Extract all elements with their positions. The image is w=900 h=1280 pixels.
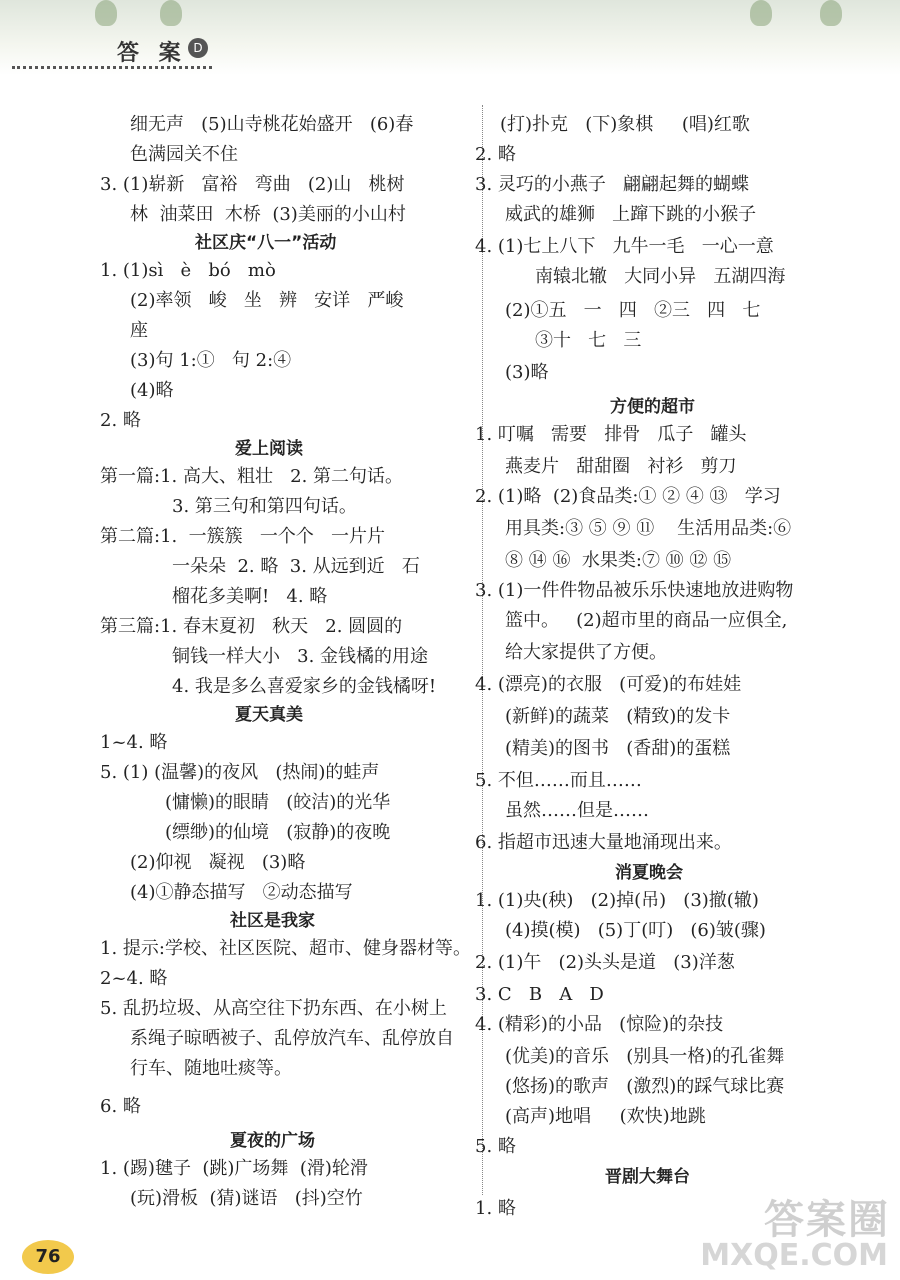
- section-heading: 夏夜的广场: [230, 1131, 315, 1151]
- answer-line: 1~4. 略: [100, 732, 168, 753]
- answer-line: 用具类:③ ⑤ ⑨ ⑪ 生活用品类:⑥: [505, 518, 792, 539]
- answer-line: (玩)滑板 (猜)谜语 (抖)空竹: [130, 1188, 363, 1209]
- answer-line: 1. 叮嘱 需要 排骨 瓜子 罐头: [475, 424, 747, 445]
- watermark-url: MXQE.COM: [700, 1238, 888, 1273]
- answer-line: (优美)的音乐 (别具一格)的孔雀舞: [505, 1046, 785, 1067]
- section-heading: 消夏晚会: [615, 863, 683, 883]
- answer-line: (2)仰视 凝视 (3)略: [130, 852, 306, 873]
- answer-line: 6. 指超市迅速大量地涌现出来。: [475, 832, 732, 853]
- page-header: [0, 0, 900, 75]
- section-heading: 社区是我家: [230, 911, 315, 931]
- answer-line: 给大家提供了方便。: [505, 642, 667, 663]
- section-heading: 晋剧大舞台: [605, 1167, 690, 1187]
- answer-line: 4. (漂亮)的衣服 (可爱)的布娃娃: [475, 674, 742, 695]
- answer-line: 林 油菜田 木桥 (3)美丽的小山村: [130, 204, 406, 225]
- answer-line: (精美)的图书 (香甜)的蛋糕: [505, 738, 731, 759]
- page-number: 76: [22, 1240, 74, 1274]
- answer-line: ⑧ ⑭ ⑯ 水果类:⑦ ⑩ ⑫ ⑮: [505, 550, 732, 571]
- answer-line: 2. (1)略 (2)食品类:① ② ④ ⑬ 学习: [475, 486, 781, 507]
- section-heading: 社区庆“八一”活动: [195, 233, 337, 253]
- answer-line: 行车、随地吐痰等。: [130, 1058, 292, 1079]
- answer-line: 南辕北辙 大同小异 五湖四海: [535, 266, 786, 287]
- answer-line: 3. 第三句和第四句话。: [172, 496, 357, 517]
- answer-line: (4)①静态描写 ②动态描写: [130, 882, 353, 903]
- dotted-rule: [12, 66, 212, 69]
- answer-line: 5. 不但……而且……: [475, 770, 642, 791]
- answer-line: 5. 略: [475, 1136, 516, 1157]
- answer-line: 4. (精彩)的小品 (惊险)的杂技: [475, 1014, 724, 1035]
- answer-line: 4. 我是多么喜爱家乡的金钱橘呀!: [172, 676, 437, 697]
- answer-line: 虽然……但是……: [505, 800, 649, 821]
- answer-line: (慵懒)的眼睛 (皎洁)的光华: [165, 792, 391, 813]
- answer-line: (4)摸(模) (5)丁(叮) (6)皱(骤): [505, 920, 766, 941]
- answer-line: (2)①五 一 四 ②三 四 七: [505, 300, 761, 321]
- answer-line: 篮中。 (2)超市里的商品一应俱全,: [505, 610, 788, 631]
- answer-line: (打)扑克 (下)象棋 (唱)红歌: [500, 114, 750, 135]
- answer-line: 5. 乱扔垃圾、从高空往下扔东西、在小树上: [100, 998, 447, 1019]
- answer-line: 1. (踢)毽子 (跳)广场舞 (滑)轮滑: [100, 1158, 368, 1179]
- answer-line: 系绳子晾晒被子、乱停放汽车、乱停放自: [130, 1028, 454, 1049]
- answer-line: (2)率领 峻 坐 辨 安详 严峻: [130, 290, 404, 311]
- answer-line: 一朵朵 2. 略 3. 从远到近 石: [172, 556, 420, 577]
- tree-decoration-icon: [820, 0, 842, 26]
- answer-line: 第三篇:1. 春末夏初 秋天 2. 圆圆的: [100, 616, 403, 637]
- answer-line: 3. 灵巧的小燕子 翩翩起舞的蝴蝶: [475, 174, 750, 195]
- answer-line: 6. 略: [100, 1096, 141, 1117]
- tree-decoration-icon: [750, 0, 772, 26]
- answer-line: 细无声 (5)山寺桃花始盛开 (6)春: [130, 114, 414, 135]
- answer-line: 铜钱一样大小 3. 金钱橘的用途: [172, 646, 429, 667]
- answer-line: (3)略: [505, 362, 549, 383]
- answer-line: 3. C B A D: [475, 984, 604, 1005]
- answer-line: 3. (1)一件件物品被乐乐快速地放进购物: [475, 580, 794, 601]
- answer-line: (缥缈)的仙境 (寂静)的夜晚: [165, 822, 391, 843]
- answer-line: 2. (1)午 (2)头头是道 (3)洋葱: [475, 952, 735, 973]
- answer-line: (悠扬)的歌声 (激烈)的踩气球比赛: [505, 1076, 785, 1097]
- watermark-logo: 答案圈: [764, 1197, 890, 1243]
- tree-decoration-icon: [95, 0, 117, 26]
- answer-line: 2. 略: [475, 144, 516, 165]
- answer-line: 5. (1) (温馨)的夜风 (热闹)的蛙声: [100, 762, 380, 783]
- answer-line: 榴花多美啊! 4. 略: [172, 586, 328, 607]
- header-mark-icon: D: [188, 38, 208, 58]
- answer-line: 燕麦片 甜甜圈 衬衫 剪刀: [505, 456, 737, 477]
- answer-line: 1. (1)央(秧) (2)掉(吊) (3)撤(辙): [475, 890, 759, 911]
- answer-line: 2~4. 略: [100, 968, 168, 989]
- header-title: 答 案: [117, 41, 187, 66]
- section-heading: 爱上阅读: [235, 439, 303, 459]
- answer-line: 第一篇:1. 高大、粗壮 2. 第二句话。: [100, 466, 404, 487]
- answer-line: 色满园关不住: [130, 144, 238, 165]
- answer-line: 1. 略: [475, 1198, 516, 1219]
- section-heading: 夏天真美: [235, 705, 303, 725]
- answer-line: ③十 七 三: [535, 330, 642, 351]
- answer-line: 威武的雄狮 上蹿下跳的小猴子: [505, 204, 757, 225]
- answer-line: (4)略: [130, 380, 174, 401]
- answer-line: (新鲜)的蔬菜 (精致)的发卡: [505, 706, 731, 727]
- answer-line: 4. (1)七上八下 九牛一毛 一心一意: [475, 236, 774, 257]
- answer-line: 2. 略: [100, 410, 141, 431]
- answer-line: (高声)地唱 (欢快)地跳: [505, 1106, 706, 1127]
- answer-line: 座: [130, 320, 148, 341]
- answer-line: (3)句 1:① 句 2:④: [130, 350, 292, 371]
- section-heading: 方便的超市: [610, 397, 695, 417]
- answer-line: 1. (1)sì è bó mò: [100, 260, 276, 281]
- tree-decoration-icon: [160, 0, 182, 26]
- answer-line: 1. 提示:学校、社区医院、超市、健身器材等。: [100, 938, 471, 959]
- answer-line: 3. (1)崭新 富裕 弯曲 (2)山 桃树: [100, 174, 405, 195]
- answer-line: 第二篇:1. 一簇簇 一个个 一片片: [100, 526, 386, 547]
